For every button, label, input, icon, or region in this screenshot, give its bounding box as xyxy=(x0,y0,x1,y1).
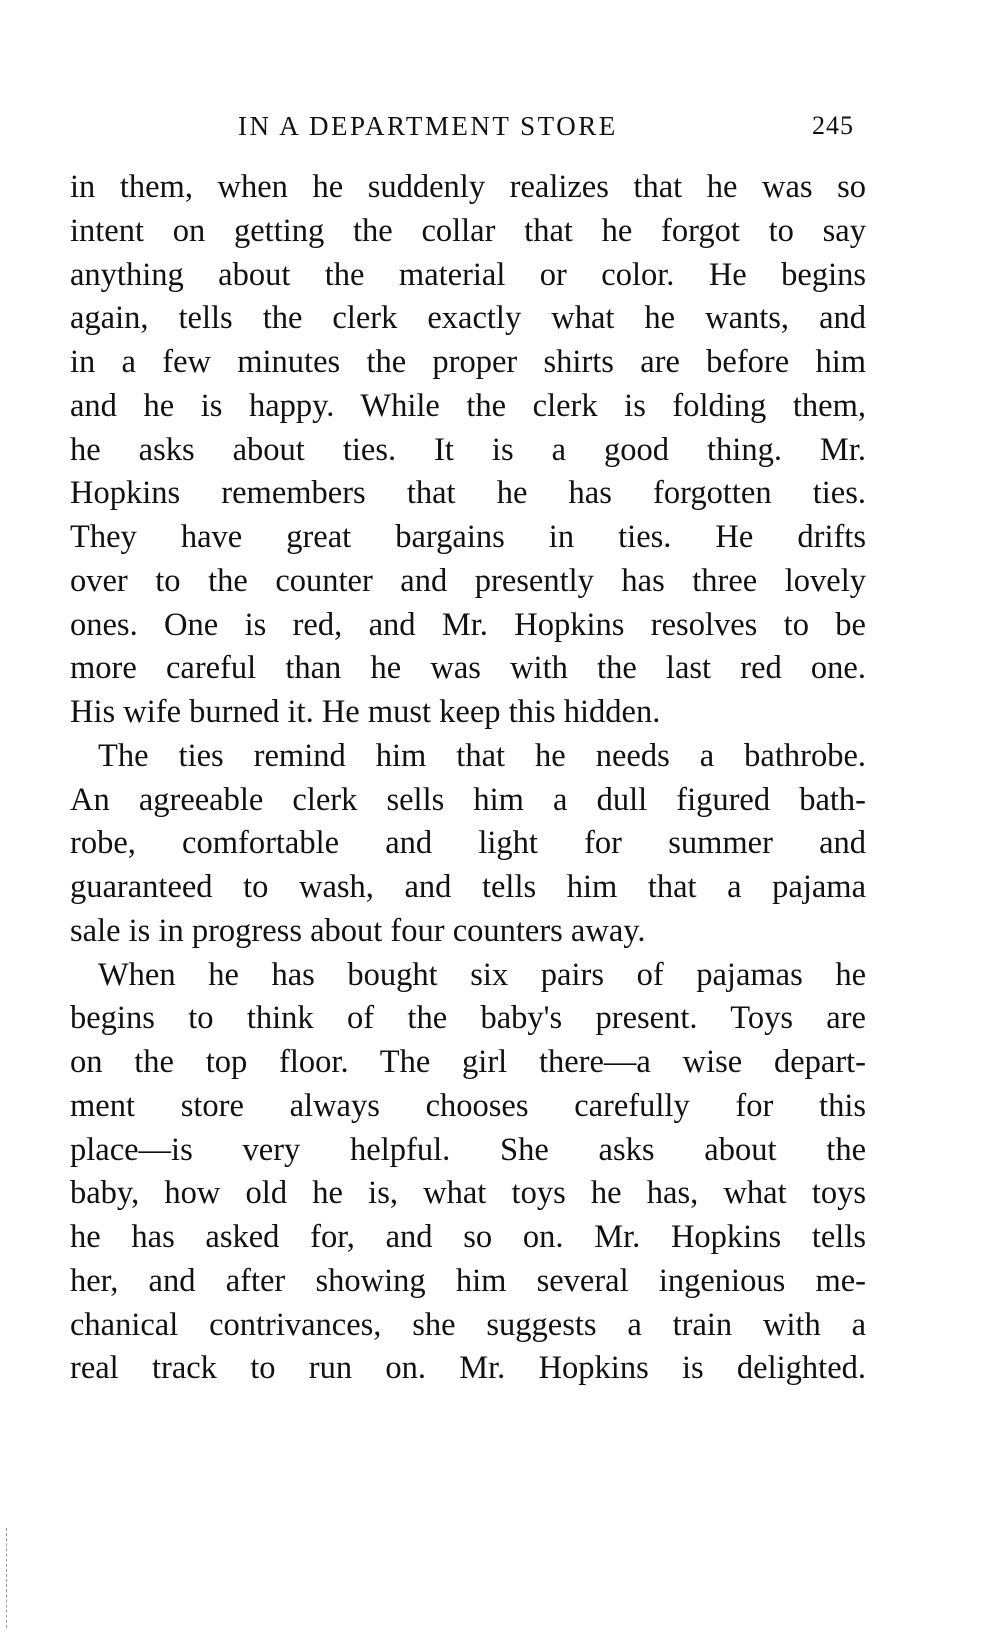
text-line: in a few minutes the proper shirts are before him xyxy=(70,344,866,380)
text-line: again, tells the clerk exactly what he wants, and xyxy=(70,300,866,337)
text-line: anything about the material or color. He begins xyxy=(70,256,866,293)
text-line: robe, comfortable and light for summer and xyxy=(70,825,866,862)
text-line: baby, how old he is, what toys he has, what toys xyxy=(70,1175,866,1212)
paragraph-first-line: When he has bought six pairs of pajamas he xyxy=(98,956,866,993)
text-line: place—is very helpful. She asks about the xyxy=(70,1131,866,1168)
scan-gutter-mark xyxy=(6,1528,9,1628)
text-line: begins to think of the baby's present. Toys are xyxy=(70,1000,866,1037)
text-line: They have great bargains in ties. He drifts xyxy=(70,519,866,555)
text-line: he asks about ties. It is a good thing. Mr. xyxy=(70,431,866,468)
text-line: ones. One is red, and Mr. Hopkins resolves to be xyxy=(70,606,866,643)
text-line: chanical contrivances, she suggests a train with a xyxy=(70,1306,866,1343)
text-line: An agreeable clerk sells him a dull figured bath- xyxy=(70,781,866,818)
paragraph-first-line: The ties remind him that he needs a bathrobe. xyxy=(98,737,866,774)
text-line: intent on getting the collar that he forgot to say xyxy=(70,212,866,249)
text-line: on the top floor. The girl there—a wise depart- xyxy=(70,1044,866,1080)
text-line: guaranteed to wash, and tells him that a pajama xyxy=(70,869,866,905)
text-line: her, and after showing him several ingenious me- xyxy=(70,1262,866,1299)
text-line: more careful than he was with the last red one. xyxy=(70,650,866,687)
text-line: and he is happy. While the clerk is folding them, xyxy=(70,387,866,424)
text-line: ment store always chooses carefully for this xyxy=(70,1087,866,1124)
running-head xyxy=(70,108,862,148)
page-number: 245 xyxy=(812,111,854,140)
text-line: His wife burned it. He must keep this hidden. xyxy=(70,694,661,730)
text-line: he has asked for, and so on. Mr. Hopkins tells xyxy=(70,1219,866,1255)
running-title: IN A DEPARTMENT STORE xyxy=(238,111,618,141)
text-line: over to the counter and presently has three lovely xyxy=(70,562,866,599)
text-line: Hopkins remembers that he has forgotten ties. xyxy=(70,475,866,512)
text-line: in them, when he suddenly realizes that he was so xyxy=(70,169,866,205)
text-line: real track to run on. Mr. Hopkins is delighted. xyxy=(70,1350,866,1387)
body-text xyxy=(70,166,866,1391)
text-line: sale is in progress about four counters away. xyxy=(70,912,646,949)
